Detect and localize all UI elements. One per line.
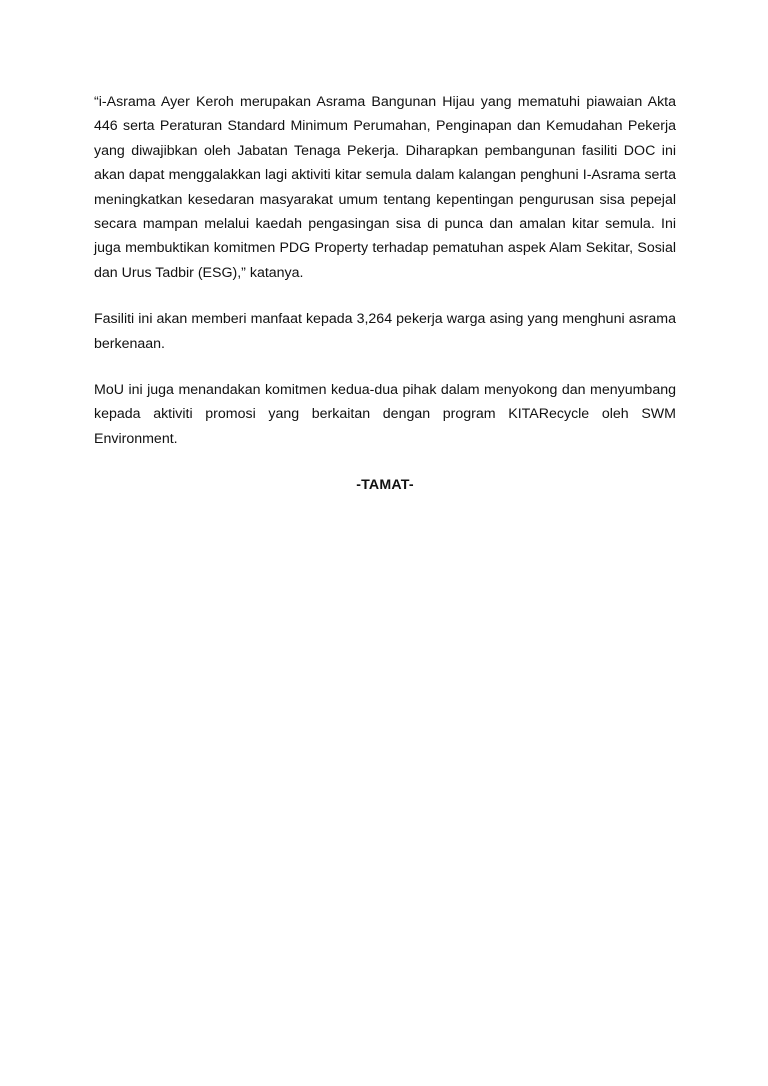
document-body [94,90,676,498]
paragraph-beneficiaries: Fasiliti ini akan memberi manfaat kepada 3,264 pekerja warga asing yang menghuni asrama berkenaan. [94,311,676,352]
paragraph-quote: “i-Asrama Ayer Keroh merupakan Asrama Bangunan Hijau yang mematuhi piawaian Akta 446 serta Peraturan Standard Minimum Perumahan, Penginapan dan Kemudahan Pekerja yang diwajibkan oleh Jabatan Tenaga Pekerja. Diharapkan pembangunan fasiliti DOC ini akan dapat menggalakkan lagi aktiviti kitar semula dalam kalangan penghuni I-Asrama serta meningkatkan kesedaran masyarakat umum tentang kepentingan pengurusan sisa pepejal secara mampan melalui kaedah pengasingan sisa di punca dan amalan kitar semula. Ini juga membuktikan komitmen PDG Property terhadap pematuhan aspek Alam Sekitar, Sosial dan Urus Tadbir (ESG),” katanya. [94,94,676,281]
paragraph-mou: MoU ini juga menandakan komitmen kedua-dua pihak dalam menyokong dan menyumbang kepada aktiviti promosi yang berkaitan dengan program KITARecycle oleh SWM Environment. [94,382,676,447]
closing-mark: -TAMAT- [356,477,414,494]
